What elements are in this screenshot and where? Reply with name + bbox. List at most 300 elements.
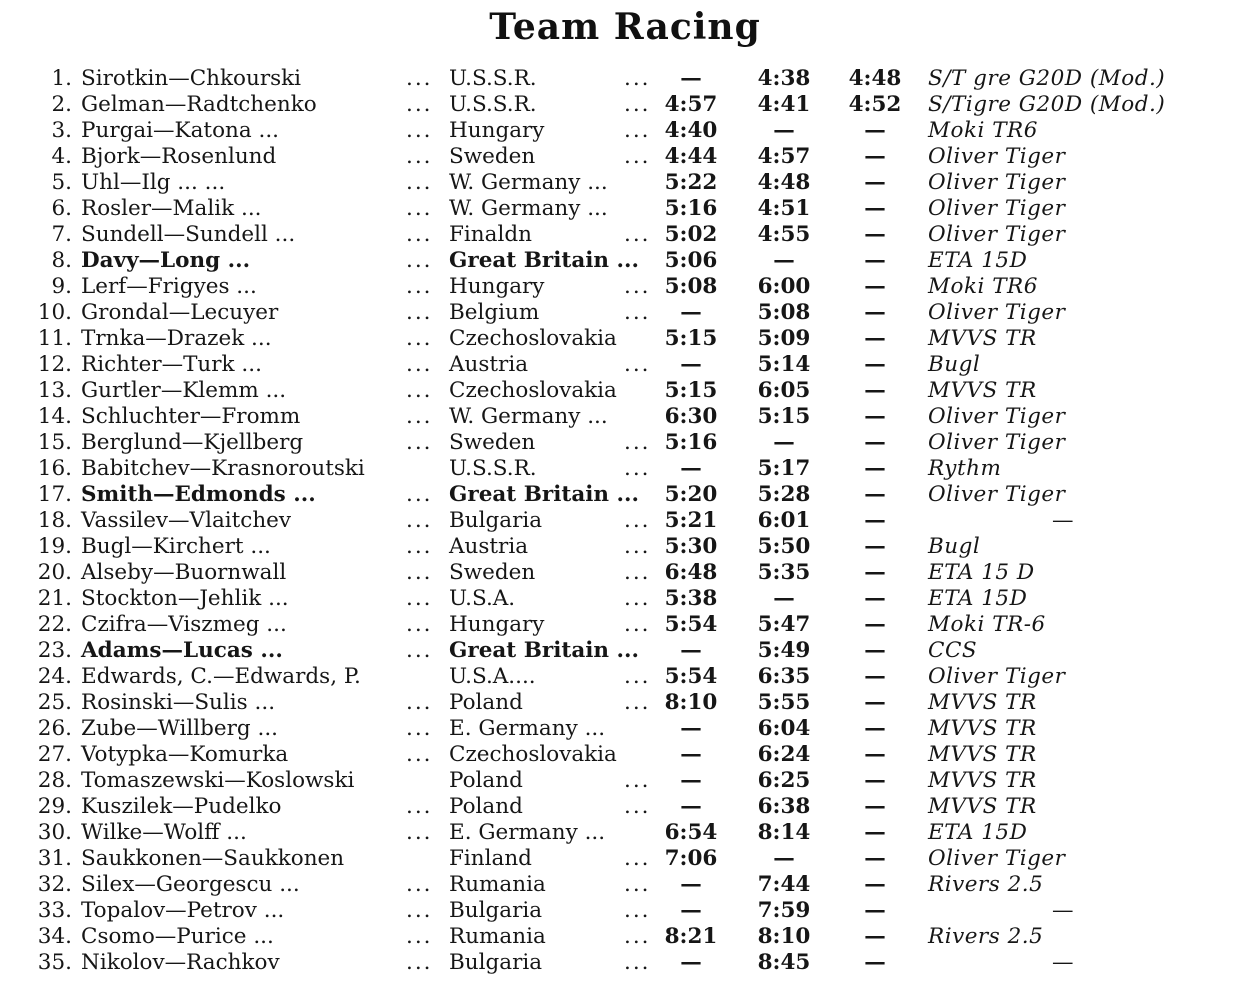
heat-1-time: 5:38 [664, 586, 718, 611]
team-names: Trnka—Drazek ... [81, 326, 272, 351]
table-row [0, 872, 1250, 898]
heat-2-time: 6:00 [757, 274, 811, 299]
leader-dots: ... [406, 794, 433, 819]
heat-3-time: — [864, 638, 886, 663]
engine: MVVS TR [928, 326, 1037, 351]
position-number: 14. [37, 404, 72, 429]
engine: Rythm [928, 456, 1002, 481]
team-names: Silex—Georgescu ... [81, 872, 300, 897]
heat-3-time: — [864, 560, 886, 585]
nation: Rumania [449, 872, 546, 897]
heat-3-time: — [864, 248, 886, 273]
team-names: Topalov—Petrov ... [81, 898, 285, 923]
leader-dots: ... [406, 742, 433, 767]
leader-dots: ... [406, 872, 433, 897]
heat-2-time: 6:25 [757, 768, 811, 793]
engine: MVVS TR [928, 794, 1037, 819]
nation: U.S.A.... [449, 664, 536, 689]
nation: Belgium [449, 300, 540, 325]
position-number: 11. [37, 326, 72, 351]
leader-dots: ... [624, 66, 651, 91]
table-row [0, 482, 1250, 508]
engine: Oliver Tiger [928, 404, 1066, 429]
heat-3-time: — [864, 716, 886, 741]
team-names: Csomo—Purice ... [81, 924, 274, 949]
heat-1-time: 4:44 [664, 144, 718, 169]
engine: Oliver Tiger [928, 222, 1066, 247]
table-row [0, 846, 1250, 872]
nation: U.S.S.R. [449, 66, 537, 91]
position-number: 17. [37, 482, 72, 507]
heat-1-time: — [680, 794, 702, 819]
heat-3-time: — [864, 430, 886, 455]
table-row [0, 144, 1250, 170]
heat-3-time: 4:52 [848, 92, 902, 117]
heat-2-time: 7:59 [757, 898, 811, 923]
heat-2-time: 6:04 [757, 716, 811, 741]
leader-dots: ... [624, 274, 651, 299]
engine: MVVS TR [928, 742, 1037, 767]
position-number: 2. [51, 92, 72, 117]
table-row [0, 300, 1250, 326]
table-row [0, 222, 1250, 248]
heat-1-time: 5:21 [664, 508, 718, 533]
heat-1-time: 5:54 [664, 664, 718, 689]
team-names: Nikolov—Rachkov [81, 950, 280, 975]
team-names: Sirotkin—Chkourski [81, 66, 302, 91]
heat-3-time: — [864, 924, 886, 949]
table-row [0, 404, 1250, 430]
heat-3-time: — [864, 586, 886, 611]
heat-1-time: 5:08 [664, 274, 718, 299]
leader-dots: ... [406, 690, 433, 715]
heat-3-time: — [864, 482, 886, 507]
engine: ETA 15 D [928, 560, 1035, 585]
table-row [0, 456, 1250, 482]
leader-dots: ... [406, 144, 433, 169]
position-number: 20. [37, 560, 72, 585]
table-row [0, 378, 1250, 404]
team-names: Kuszilek—Pudelko [81, 794, 282, 819]
team-names: Tomaszewski—Koslowski [81, 768, 355, 793]
leader-dots: ... [624, 846, 651, 871]
nation: E. Germany ... [449, 716, 606, 741]
leader-dots: ... [406, 430, 433, 455]
engine: Moki TR6 [928, 118, 1038, 143]
leader-dots: ... [406, 300, 433, 325]
position-number: 24. [37, 664, 72, 689]
heat-2-time: 6:05 [757, 378, 811, 403]
heat-1-time: — [680, 66, 702, 91]
team-names: Rosler—Malik ... [81, 196, 262, 221]
team-names: Adams—Lucas ... [81, 638, 283, 663]
engine: Oliver Tiger [928, 300, 1066, 325]
heat-2-time: 4:55 [757, 222, 811, 247]
team-names: Vassilev—Vlaitchev [81, 508, 292, 533]
heat-1-time: 4:40 [664, 118, 718, 143]
position-number: 13. [37, 378, 72, 403]
engine: MVVS TR [928, 690, 1037, 715]
heat-3-time: — [864, 326, 886, 351]
heat-3-time: — [864, 690, 886, 715]
team-names: Votypka—Komurka [81, 742, 289, 767]
nation: W. Germany ... [449, 196, 608, 221]
position-number: 19. [37, 534, 72, 559]
leader-dots: ... [624, 560, 651, 585]
heat-3-time: — [864, 352, 886, 377]
position-number: 27. [37, 742, 72, 767]
leader-dots: ... [406, 92, 433, 117]
heat-1-time: — [680, 950, 702, 975]
leader-dots: ... [624, 950, 651, 975]
team-names: Stockton—Jehlik ... [81, 586, 289, 611]
team-names: Rosinski—Sulis ... [81, 690, 276, 715]
nation: U.S.S.R. [449, 92, 537, 117]
team-names: Wilke—Wolff ... [81, 820, 247, 845]
team-names: Czifra—Viszmeg ... [81, 612, 287, 637]
engine: Oliver Tiger [928, 482, 1066, 507]
leader-dots: ... [406, 170, 433, 195]
table-row [0, 924, 1250, 950]
table-row [0, 690, 1250, 716]
table-row [0, 326, 1250, 352]
position-number: 15. [37, 430, 72, 455]
team-names: Grondal—Lecuyer [81, 300, 279, 325]
leader-dots: ... [624, 534, 651, 559]
heat-1-time: 6:48 [664, 560, 718, 585]
engine: — [1052, 898, 1074, 923]
nation: Hungary [449, 612, 545, 637]
team-names: Saukkonen—Saukkonen [81, 846, 345, 871]
table-row [0, 742, 1250, 768]
position-number: 35. [37, 950, 72, 975]
leader-dots: ... [406, 924, 433, 949]
team-names: Gurtler—Klemm ... [81, 378, 287, 403]
position-number: 23. [37, 638, 72, 663]
engine: S/T gre G20D (Mod.) [928, 66, 1166, 91]
leader-dots: ... [624, 92, 651, 117]
heat-2-time: — [773, 118, 795, 143]
heat-1-time: — [680, 898, 702, 923]
nation: Bulgaria [449, 898, 543, 923]
engine: Rivers 2.5 [928, 924, 1044, 949]
nation: Hungary [449, 274, 545, 299]
engine: MVVS TR [928, 716, 1037, 741]
nation: Austria [449, 352, 529, 377]
nation: Sweden [449, 144, 536, 169]
nation: Poland [449, 794, 523, 819]
team-names: Bjork—Rosenlund [81, 144, 277, 169]
position-number: 10. [37, 300, 72, 325]
engine: ETA 15D [928, 248, 1028, 273]
engine: Moki TR6 [928, 274, 1038, 299]
nation: Czechoslovakia [449, 326, 617, 351]
heat-2-time: 5:14 [757, 352, 811, 377]
position-number: 4. [51, 144, 72, 169]
heat-3-time: — [864, 508, 886, 533]
heat-1-time: — [680, 456, 702, 481]
position-number: 7. [51, 222, 72, 247]
nation: U.S.A. [449, 586, 516, 611]
heat-3-time: — [864, 612, 886, 637]
heat-3-time: — [864, 898, 886, 923]
heat-3-time: — [864, 222, 886, 247]
team-names: Uhl—Ilg ... ... [81, 170, 226, 195]
leader-dots: ... [406, 820, 433, 845]
table-row [0, 118, 1250, 144]
engine: Bugl [928, 534, 981, 559]
heat-2-time: 8:10 [757, 924, 811, 949]
leader-dots: ... [406, 248, 433, 273]
position-number: 5. [51, 170, 72, 195]
nation: Czechoslovakia [449, 378, 617, 403]
heat-2-time: 5:17 [757, 456, 811, 481]
heat-1-time: 5:15 [664, 326, 718, 351]
nation: Poland [449, 690, 523, 715]
engine: Moki TR-6 [928, 612, 1046, 637]
table-row [0, 534, 1250, 560]
heat-3-time: — [864, 820, 886, 845]
engine: Oliver Tiger [928, 170, 1066, 195]
leader-dots: ... [624, 924, 651, 949]
team-names: Schluchter—Fromm [81, 404, 301, 429]
heat-2-time: 5:08 [757, 300, 811, 325]
heat-2-time: 8:14 [757, 820, 811, 845]
heat-1-time: 5:15 [664, 378, 718, 403]
position-number: 32. [37, 872, 72, 897]
heat-3-time: — [864, 274, 886, 299]
heat-1-time: 5:54 [664, 612, 718, 637]
heat-2-time: — [773, 846, 795, 871]
nation: Finaldn [449, 222, 532, 247]
heat-1-time: 5:16 [664, 430, 718, 455]
nation: Rumania [449, 924, 546, 949]
heat-1-time: 5:16 [664, 196, 718, 221]
leader-dots: ... [624, 222, 651, 247]
heat-3-time: — [864, 404, 886, 429]
table-row [0, 716, 1250, 742]
heat-1-time: — [680, 638, 702, 663]
engine: Oliver Tiger [928, 846, 1066, 871]
heat-2-time: — [773, 430, 795, 455]
engine: MVVS TR [928, 768, 1037, 793]
leader-dots: ... [406, 898, 433, 923]
table-row [0, 248, 1250, 274]
nation: W. Germany ... [449, 170, 608, 195]
table-row [0, 950, 1250, 976]
team-names: Gelman—Radtchenko [81, 92, 317, 117]
leader-dots: ... [406, 482, 433, 507]
heat-3-time: — [864, 664, 886, 689]
heat-2-time: 5:28 [757, 482, 811, 507]
position-number: 31. [37, 846, 72, 871]
heat-3-time: — [864, 872, 886, 897]
team-names: Berglund—Kjellberg [81, 430, 304, 455]
table-row [0, 170, 1250, 196]
heat-3-time: — [864, 456, 886, 481]
engine: MVVS TR [928, 378, 1037, 403]
leader-dots: ... [406, 508, 433, 533]
heat-1-time: — [680, 768, 702, 793]
position-number: 12. [37, 352, 72, 377]
nation: Sweden [449, 560, 536, 585]
heat-1-time: 5:22 [664, 170, 718, 195]
position-number: 18. [37, 508, 72, 533]
heat-3-time: — [864, 300, 886, 325]
leader-dots: ... [406, 612, 433, 637]
heat-2-time: 5:47 [757, 612, 811, 637]
heat-3-time: — [864, 846, 886, 871]
team-names: Babitchev—Krasnoroutski [81, 456, 365, 481]
heat-3-time: — [864, 118, 886, 143]
heat-3-time: — [864, 378, 886, 403]
position-number: 29. [37, 794, 72, 819]
team-names: Davy—Long ... [81, 248, 251, 273]
team-names: Alseby—Buornwall [81, 560, 287, 585]
heat-2-time: 6:01 [757, 508, 811, 533]
team-names: Bugl—Kirchert ... [81, 534, 271, 559]
heat-1-time: 6:30 [664, 404, 718, 429]
heat-2-time: 4:57 [757, 144, 811, 169]
heat-2-time: 4:41 [757, 92, 811, 117]
table-row [0, 586, 1250, 612]
heat-1-time: 5:20 [664, 482, 718, 507]
heat-1-time: 8:21 [664, 924, 718, 949]
heat-2-time: 5:55 [757, 690, 811, 715]
position-number: 30. [37, 820, 72, 845]
leader-dots: ... [406, 586, 433, 611]
team-names: Sundell—Sundell ... [81, 222, 296, 247]
leader-dots: ... [406, 716, 433, 741]
heat-2-time: 5:49 [757, 638, 811, 663]
position-number: 33. [37, 898, 72, 923]
nation: E. Germany ... [449, 820, 606, 845]
table-row [0, 92, 1250, 118]
heat-3-time: — [864, 768, 886, 793]
table-row [0, 560, 1250, 586]
nation: Bulgaria [449, 508, 543, 533]
position-number: 22. [37, 612, 72, 637]
heat-1-time: — [680, 742, 702, 767]
table-row [0, 352, 1250, 378]
heat-2-time: — [773, 586, 795, 611]
leader-dots: ... [406, 196, 433, 221]
position-number: 6. [51, 196, 72, 221]
heat-3-time: — [864, 534, 886, 559]
heat-2-time: 4:38 [757, 66, 811, 91]
nation: Finland [449, 846, 532, 871]
position-number: 16. [37, 456, 72, 481]
table-row [0, 196, 1250, 222]
nation: W. Germany ... [449, 404, 608, 429]
results-table [0, 66, 1250, 976]
leader-dots: ... [624, 430, 651, 455]
position-number: 26. [37, 716, 72, 741]
table-row [0, 274, 1250, 300]
leader-dots: ... [624, 508, 651, 533]
position-number: 25. [37, 690, 72, 715]
heat-3-time: — [864, 950, 886, 975]
nation: U.S.S.R. [449, 456, 537, 481]
position-number: 34. [37, 924, 72, 949]
team-names: Smith—Edmonds ... [81, 482, 316, 507]
heat-3-time: — [864, 196, 886, 221]
table-row [0, 664, 1250, 690]
team-names: Richter—Turk ... [81, 352, 262, 377]
nation: Great Britain ... [449, 482, 639, 507]
engine: ETA 15D [928, 820, 1028, 845]
heat-1-time: — [680, 352, 702, 377]
nation: Hungary [449, 118, 545, 143]
heat-2-time: 5:50 [757, 534, 811, 559]
leader-dots: ... [624, 768, 651, 793]
heat-2-time: — [773, 248, 795, 273]
team-names: Purgai—Katona ... [81, 118, 280, 143]
team-names: Zube—Willberg ... [81, 716, 278, 741]
heat-2-time: 7:44 [757, 872, 811, 897]
leader-dots: ... [406, 274, 433, 299]
leader-dots: ... [624, 898, 651, 923]
leader-dots: ... [624, 456, 651, 481]
heat-1-time: 6:54 [664, 820, 718, 845]
leader-dots: ... [406, 638, 433, 663]
nation: Great Britain ... [449, 638, 639, 663]
engine: — [1052, 508, 1074, 533]
team-names: Lerf—Frigyes ... [81, 274, 257, 299]
page-title: Team Racing [489, 6, 761, 48]
team-names: Edwards, C.—Edwards, P. [81, 664, 361, 689]
position-number: 9. [51, 274, 72, 299]
heat-1-time: — [680, 300, 702, 325]
heat-2-time: 4:48 [757, 170, 811, 195]
heat-1-time: 7:06 [664, 846, 718, 871]
heat-1-time: 4:57 [664, 92, 718, 117]
leader-dots: ... [624, 664, 651, 689]
heat-1-time: 5:30 [664, 534, 718, 559]
heat-1-time: 8:10 [664, 690, 718, 715]
leader-dots: ... [624, 586, 651, 611]
leader-dots: ... [406, 560, 433, 585]
leader-dots: ... [624, 794, 651, 819]
heat-2-time: 6:24 [757, 742, 811, 767]
leader-dots: ... [624, 144, 651, 169]
leader-dots: ... [624, 118, 651, 143]
engine: ETA 15D [928, 586, 1028, 611]
heat-1-time: — [680, 716, 702, 741]
nation: Austria [449, 534, 529, 559]
position-number: 3. [51, 118, 72, 143]
heat-3-time: — [864, 794, 886, 819]
heat-3-time: — [864, 742, 886, 767]
leader-dots: ... [406, 222, 433, 247]
engine: Oliver Tiger [928, 144, 1066, 169]
leader-dots: ... [406, 404, 433, 429]
heat-2-time: 5:15 [757, 404, 811, 429]
leader-dots: ... [624, 690, 651, 715]
leader-dots: ... [624, 872, 651, 897]
heat-2-time: 4:51 [757, 196, 811, 221]
table-row [0, 612, 1250, 638]
position-number: 8. [51, 248, 72, 273]
leader-dots: ... [406, 950, 433, 975]
engine: CCS [928, 638, 978, 663]
engine: Bugl [928, 352, 981, 377]
engine: Oliver Tiger [928, 664, 1066, 689]
heat-3-time: 4:48 [848, 66, 902, 91]
leader-dots: ... [406, 534, 433, 559]
nation: Czechoslovakia [449, 742, 617, 767]
position-number: 21. [37, 586, 72, 611]
